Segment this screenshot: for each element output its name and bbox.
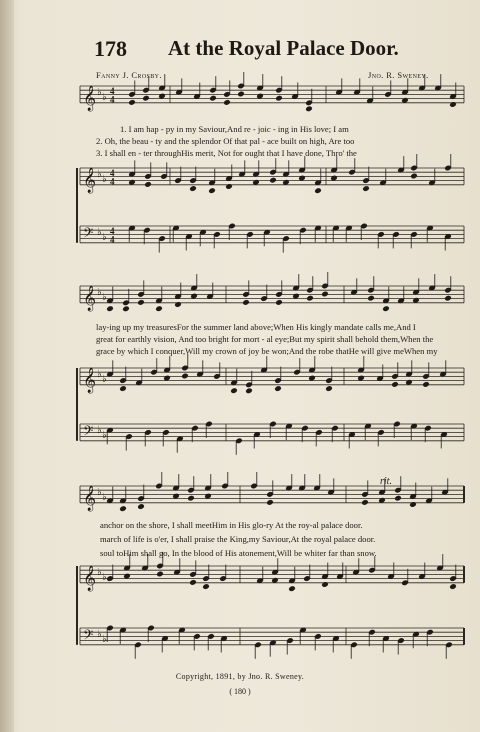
note-head	[230, 388, 237, 394]
flat-icon: ♭	[102, 634, 107, 645]
note-head	[444, 295, 451, 301]
flat-icon: ♭	[102, 232, 107, 243]
note-head	[202, 584, 209, 590]
note-head	[119, 386, 126, 392]
time-signature: 4	[110, 234, 115, 245]
bass-clef-icon: 𝄢	[83, 224, 94, 244]
flat-icon: ♭	[97, 227, 102, 238]
note-head	[367, 295, 374, 301]
note-head	[275, 95, 282, 101]
note-head	[325, 386, 332, 392]
note-head	[410, 173, 417, 179]
lyric-line-system3-verse1: anchor on the shore, I shall meetHim in His glo-ry At the roy-al palace door.	[100, 520, 363, 530]
note-head	[155, 306, 162, 312]
note-head	[422, 381, 429, 387]
treble-clef-icon: 𝄞	[83, 85, 97, 111]
note-head	[362, 186, 369, 192]
note-head	[144, 181, 151, 187]
note-head	[314, 188, 321, 194]
note-head	[245, 388, 252, 394]
time-signature: 4	[110, 94, 115, 105]
bass-clef-icon: 𝄢	[83, 626, 94, 646]
time-signature: 4	[110, 226, 115, 236]
note-head	[209, 95, 216, 101]
treble-clef-icon: 𝄞	[83, 167, 97, 193]
lyric-line-system1-verse2: 2. Oh, the beau - ty and the splendor Of that pal - ace built on high, Are too	[96, 136, 355, 146]
lyric-line-system2-verse2: great for earthly vision, And too bright for mort - al eye;But my spirit shall behold them,When the	[96, 334, 434, 344]
note-head	[142, 95, 149, 101]
note-head	[305, 106, 312, 112]
note-head	[189, 186, 196, 192]
page-number: ( 180 )	[229, 687, 251, 696]
flat-icon: ♭	[102, 430, 107, 441]
flat-icon: ♭	[102, 292, 107, 303]
flat-icon: ♭	[97, 567, 102, 578]
note-head	[242, 299, 249, 305]
note-head	[275, 299, 282, 305]
flat-icon: ♭	[97, 629, 102, 640]
note-head	[187, 495, 194, 501]
flat-icon: ♭	[97, 369, 102, 380]
note-head	[189, 579, 196, 585]
note-head	[223, 99, 230, 105]
hymn-title: At the Royal Palace Door.	[168, 36, 399, 60]
note-head	[288, 586, 295, 592]
ritardando-marking: rit.	[380, 476, 392, 487]
note-head	[156, 571, 163, 577]
notes	[83, 72, 457, 659]
note-head	[119, 506, 126, 512]
flat-icon: ♭	[97, 287, 102, 298]
composer-credit: Jno. R. Sweney.	[368, 70, 429, 80]
note-head	[391, 381, 398, 387]
flat-icon: ♭	[102, 492, 107, 503]
bass-clef-icon: 𝄢	[83, 422, 94, 442]
flat-icon: ♭	[102, 374, 107, 385]
note-head	[409, 501, 416, 507]
lyric-line-system1-verse3: 3. I shall en - ter throughHis merit, Not for ought that I have done, Thro' the	[96, 148, 357, 158]
note-head	[181, 373, 188, 379]
hymn-number: 178	[94, 36, 127, 61]
time-signature: 4	[110, 168, 115, 178]
flat-icon: ♭	[97, 87, 102, 98]
lyric-line-system3-verse2: march of life is o'er, I shall praise the King,my Saviour,At the royal palace door.	[100, 534, 376, 544]
note-head	[266, 499, 273, 505]
flat-icon: ♭	[102, 174, 107, 185]
note-head	[122, 306, 129, 312]
lyric-line-system1-verse1: 1. I am hap - py in my Saviour,And re - joic - ing in His love; I am	[120, 124, 349, 134]
flat-icon: ♭	[102, 92, 107, 103]
note-head	[382, 306, 389, 312]
treble-clef-icon: 𝄞	[83, 485, 97, 511]
flat-icon: ♭	[97, 487, 102, 498]
note-head	[321, 581, 328, 587]
note-head	[394, 495, 401, 501]
lyric-line-system2-verse3: grace by which I conquer,Will my crown of joy be won;And the robe thatHe will give meWhen my	[96, 346, 438, 356]
note-head	[174, 301, 181, 307]
flat-icon: ♭	[97, 169, 102, 180]
note-head	[449, 101, 456, 107]
treble-clef-icon: 𝄞	[83, 565, 97, 591]
note-head	[274, 386, 281, 392]
lyric-line-system3-verse3: soul toHim shall go, In the blood of His atonement,Will be whiter far than snow.	[100, 548, 377, 558]
note-head	[137, 504, 144, 510]
note-head	[237, 91, 244, 97]
treble-clef-icon: 𝄞	[83, 367, 97, 393]
note-head	[137, 299, 144, 305]
note-head	[321, 291, 328, 297]
note-head	[269, 177, 276, 183]
time-signature: 4	[110, 86, 115, 96]
note-head	[361, 499, 368, 505]
note-head	[208, 188, 215, 194]
note-head	[306, 295, 313, 301]
note-head	[225, 183, 232, 189]
lyricist-credit: Fanny J. Crosby.	[96, 70, 162, 80]
note-head	[106, 306, 113, 312]
treble-clef-icon: 𝄞	[83, 285, 97, 311]
flat-icon: ♭	[102, 572, 107, 583]
copyright-notice: Copyright, 1891, by Jno. R. Sweney.	[175, 672, 305, 681]
note-head	[449, 584, 456, 590]
lyric-line-system2-verse1: lay-ing up my treasuresFor the summer land above;When His kingly mandate calls me,And I	[96, 322, 416, 332]
flat-icon: ♭	[97, 425, 102, 436]
note-head	[128, 99, 135, 105]
time-signature: 4	[110, 176, 115, 187]
